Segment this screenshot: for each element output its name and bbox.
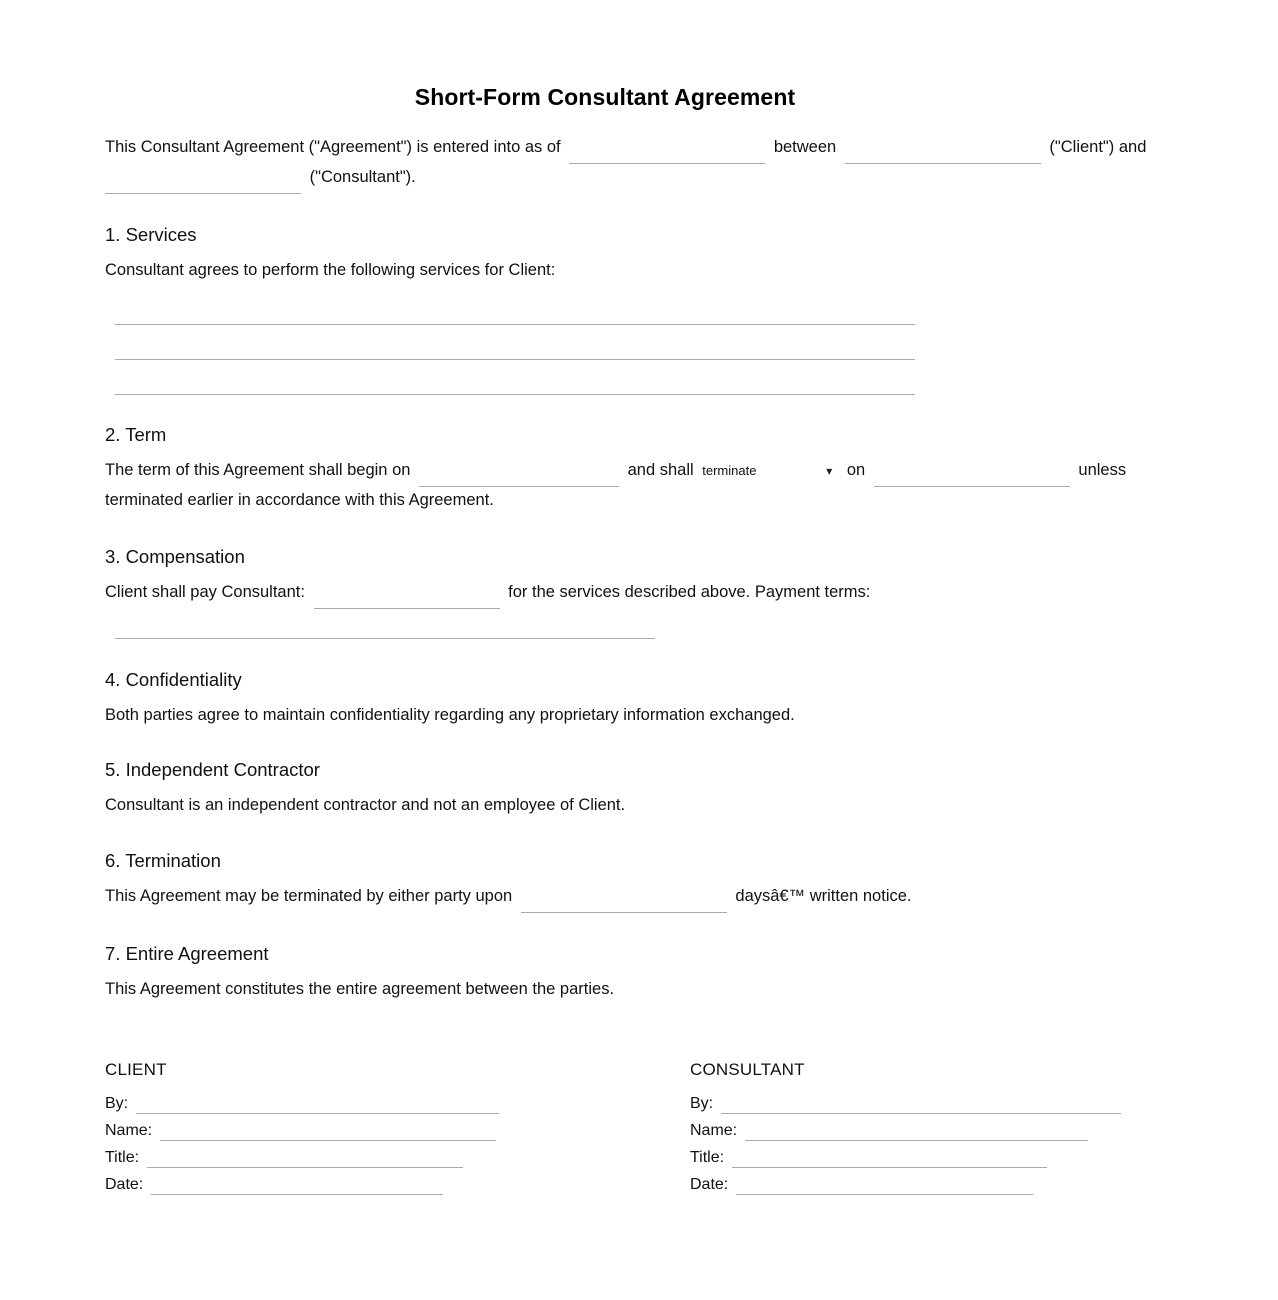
client-date-input[interactable]: [151, 1176, 443, 1195]
compensation-text-after: for the services described above. Payment terms:: [508, 583, 871, 601]
termination-text-before: This Agreement may be terminated by either party upon: [105, 887, 513, 905]
term-text-line2: terminated earlier in accordance with this Agreement.: [105, 491, 494, 509]
client-title-label: Title:: [105, 1149, 140, 1166]
section-independent-contractor-heading: 5. Independent Contractor: [105, 759, 320, 780]
section-termination-heading: 6. Termination: [105, 850, 221, 871]
section-compensation-heading: 3. Compensation: [105, 546, 245, 567]
client-signature-heading: CLIENT: [105, 1060, 167, 1079]
term-text-before: The term of this Agreement shall begin on: [105, 461, 411, 479]
consultant-by-input[interactable]: [721, 1095, 1121, 1114]
client-title-row: [105, 1147, 690, 1169]
consultant-name-input-field[interactable]: [745, 1122, 1088, 1141]
section-confidentiality: [105, 669, 1173, 729]
client-title-input[interactable]: [147, 1149, 463, 1168]
intro-paragraph: [105, 134, 1173, 194]
client-date-label: Date:: [105, 1176, 144, 1193]
section-entire-agreement-heading: 7. Entire Agreement: [105, 943, 269, 964]
section-compensation-body: [105, 579, 1173, 639]
term-text-after-select: on: [846, 461, 866, 479]
section-independent-contractor-body: Consultant is an independent contractor and not an employee of Client.: [105, 796, 626, 814]
signature-column-consultant: [690, 1059, 1160, 1201]
section-compensation: [105, 546, 1173, 639]
intro-client-suffix: ("Client") and: [1049, 138, 1147, 156]
client-date-row: [105, 1174, 690, 1196]
compensation-text-before: Client shall pay Consultant:: [105, 583, 305, 601]
intro-lead-text: This Consultant Agreement ("Agreement") is entered into as of: [105, 138, 561, 156]
page-title: Short-Form Consultant Agreement: [414, 84, 796, 110]
consultant-name-label: Name:: [690, 1122, 738, 1139]
services-line-3[interactable]: [115, 375, 915, 395]
section-term-body: [105, 457, 1173, 514]
client-by-row: [105, 1093, 690, 1115]
termination-text-after: daysâ€™ written notice.: [735, 887, 912, 905]
consultant-date-input[interactable]: [736, 1176, 1033, 1195]
term-end-date-input[interactable]: [874, 467, 1070, 487]
section-services-heading: 1. Services: [105, 224, 197, 245]
services-line-2[interactable]: [115, 340, 915, 360]
section-confidentiality-heading: 4. Confidentiality: [105, 669, 242, 690]
payment-terms-input[interactable]: [115, 619, 655, 639]
consultant-date-label: Date:: [690, 1176, 729, 1193]
services-fill-lines: [105, 305, 1173, 395]
client-by-label: By:: [105, 1095, 129, 1112]
services-line-1[interactable]: [115, 305, 915, 325]
compensation-amount-input[interactable]: [314, 589, 500, 609]
section-services: [105, 224, 1173, 395]
section-term-heading: 2. Term: [105, 424, 167, 445]
client-name-row: [105, 1120, 690, 1142]
term-begin-date-input[interactable]: [419, 467, 619, 487]
term-text-mid: and shall: [627, 461, 694, 479]
section-independent-contractor: [105, 759, 1173, 819]
consultant-name-input[interactable]: [105, 174, 301, 194]
section-term: [105, 424, 1173, 514]
section-entire-agreement: [105, 943, 1173, 1003]
client-name-input[interactable]: [845, 144, 1041, 164]
section-termination: [105, 850, 1173, 913]
consultant-title-label: Title:: [690, 1149, 725, 1166]
consultant-signature-heading: CONSULTANT: [690, 1060, 805, 1079]
term-text-tail: unless: [1078, 461, 1127, 479]
termination-notice-days-input[interactable]: [521, 893, 727, 913]
section-entire-agreement-body: This Agreement constitutes the entire agreement between the parties.: [105, 980, 615, 998]
consultant-title-row: [690, 1147, 1160, 1169]
chevron-down-icon: ▾: [826, 463, 833, 478]
consultant-by-row: [690, 1093, 1160, 1115]
consultant-date-row: [690, 1174, 1160, 1196]
consultant-title-input[interactable]: [732, 1149, 1047, 1168]
term-select-wrapper: [702, 457, 840, 484]
consultant-name-row: [690, 1120, 1160, 1142]
client-name-label: Name:: [105, 1122, 153, 1139]
section-confidentiality-body: Both parties agree to maintain confidentiality regarding any proprietary information exchanged.: [105, 706, 795, 724]
client-name-input-field[interactable]: [160, 1122, 496, 1141]
term-action-select[interactable]: [702, 461, 840, 481]
consultant-by-label: By:: [690, 1095, 714, 1112]
intro-between-label: between: [773, 138, 837, 156]
intro-consultant-suffix: ("Consultant").: [309, 168, 416, 186]
section-termination-body: [105, 883, 1173, 913]
signature-column-client: [105, 1059, 690, 1201]
section-services-body: Consultant agrees to perform the following services for Client:: [105, 261, 556, 279]
client-by-input[interactable]: [136, 1095, 499, 1114]
agreement-date-input[interactable]: [569, 144, 765, 164]
signature-block: [105, 1059, 1173, 1201]
